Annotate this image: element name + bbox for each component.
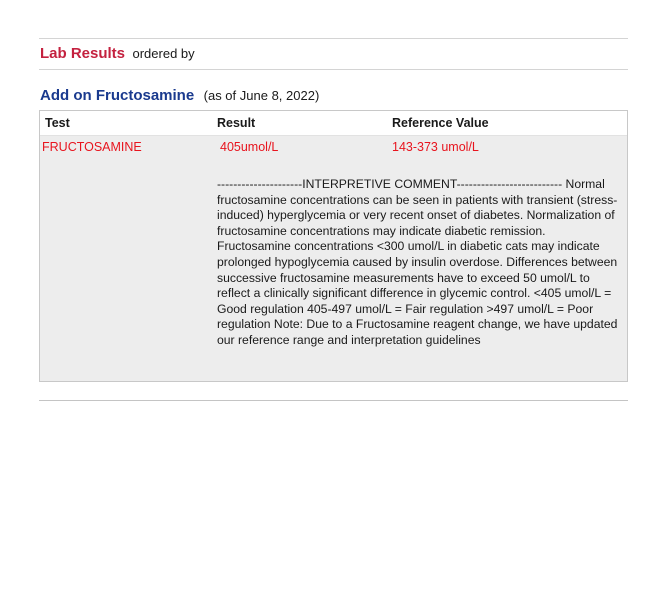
table-header-row [40, 111, 627, 136]
lab-results-header [40, 45, 195, 63]
column-header-test: Test [45, 116, 70, 130]
results-table [39, 110, 628, 382]
ordered-by-label: ordered by [132, 46, 195, 61]
top-divider [39, 38, 628, 39]
bottom-divider [39, 400, 628, 401]
panel-title: Add on Fructosamine [40, 87, 195, 104]
reference-value-cell: 143-373 umol/L [392, 140, 479, 154]
section-divider [39, 69, 628, 70]
result-value-cell: 405umol/L [220, 140, 279, 154]
panel-header [40, 87, 319, 105]
column-header-result: Result [217, 116, 256, 130]
test-name-cell: FRUCTOSAMINE [42, 140, 142, 154]
section-title: Lab Results [40, 45, 126, 62]
column-header-reference: Reference Value [392, 116, 489, 130]
panel-date: (as of June 8, 2022) [203, 88, 320, 103]
interpretive-comment: ---------------------INTERPRETIVE COMMENT-------------------------- Normal fructosamine concentrations can be seen in patients with transient (stress-induced) hyperglycemia or very recent onset of diabetes. Normalization of fructosamine concentrations may indicate diabetic remission. Fructosamine concentrations <300 umol/L in diabetic cats may indicate prolonged hypoglycemia caused by insulin overdose. Differences between successive fructosamine measurements have to exceed 50 umol/L to reflect a clinically significant difference in glycemic control. <405 umol/L = Good regulation 405-497 umol/L = Fair regulation >497 umol/L = Poor regulation Note: Due to a Fructosamine reagent change, we have updated our reference range and interpretation guidelines [217, 177, 618, 347]
